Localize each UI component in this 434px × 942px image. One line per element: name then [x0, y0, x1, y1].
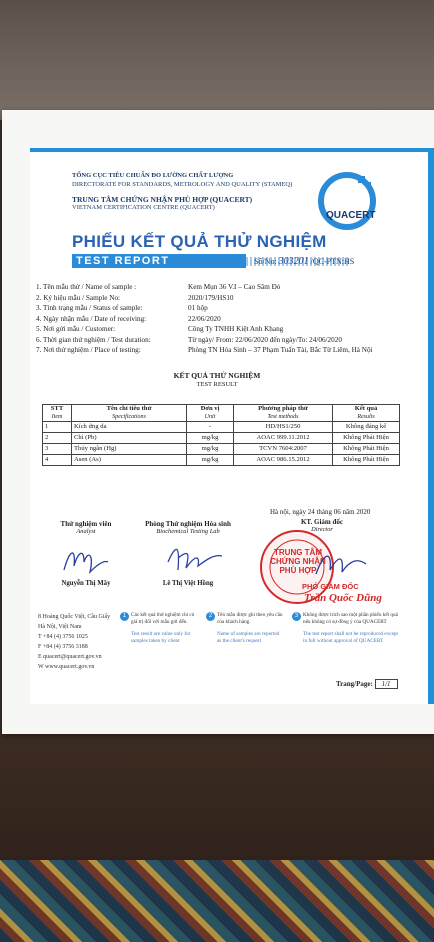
deputy-name: Trần Quốc Dũng [304, 592, 382, 604]
page-label: Trang/Page: [336, 680, 373, 688]
director-signature-icon [310, 544, 370, 584]
note-en: Name of samples are reported as the client's request [217, 631, 280, 644]
footer-note [303, 612, 401, 644]
footer-address [38, 612, 110, 672]
logo-text: QUACERT [326, 210, 376, 221]
cell-spec: Asen (As) [72, 455, 187, 466]
col-header: Phương pháp thử Test methods [234, 405, 333, 422]
info-label: 2. Ký hiệu mẫu / Sample No: [36, 293, 121, 302]
info-row [36, 303, 416, 314]
info-value: Từ ngày/ From: 22/06/2020 đến ngày/To: 24/06/2020 [188, 335, 342, 344]
col-header: Đơn vị Unit [187, 405, 234, 422]
lab-head-name: Lê Thị Việt Hồng [162, 580, 214, 587]
director-sub: Director [311, 526, 333, 533]
table-header-row [43, 405, 400, 422]
info-value: Công Ty TNHH Kiệt Anh Khang [188, 325, 284, 333]
agency-name-en: DIRECTORATE FOR STANDARDS, METROLOGY AND QUALITY (STAMEQ) [72, 181, 293, 188]
footer-note [217, 612, 283, 644]
address-line: Hà Nội, Việt Nam [38, 624, 82, 630]
note-en: Test result are value only for samples taken by client [131, 631, 191, 644]
phone-line: T +84 (4) 3756 1025 [38, 634, 88, 640]
report-number-prefix: Số/No: [254, 257, 277, 266]
sample-info [36, 282, 416, 356]
cell-item: 1 [43, 422, 72, 433]
stamp-line: CHỨNG NHẬN [270, 557, 326, 566]
table-row [43, 444, 400, 455]
note-en: The test report shall not be reproduced except in full without approval of QUACERT [303, 631, 398, 644]
agency-name-vn: TỔNG CỤC TIÊU CHUẨN ĐO LƯỜNG CHẤT LƯỢNG [72, 172, 234, 179]
cell-method: HD/HS1/250 [234, 422, 333, 433]
cell-method: AOAC 986.15.2012 [234, 455, 333, 466]
director-title: KT. Giám đốc [300, 518, 344, 526]
info-label: 7. Nơi thử nghiệm / Place of testing: [36, 346, 141, 354]
cell-unit: mg/kg [187, 455, 234, 466]
email-line: E quacert@quacert.gov.vn [38, 654, 102, 660]
note-vn: Các kết quả thử nghiệm chỉ có giá trị đối với mẫu gửi đến. [131, 612, 195, 625]
background-wall [0, 0, 434, 120]
lab-signature-block [132, 520, 244, 535]
info-row [36, 324, 416, 335]
lab-title: Phòng Thử nghiệm Hóa sinh [145, 520, 231, 528]
issue-date: Hà nội, ngày 24 tháng 06 năm 2020 [270, 508, 371, 516]
page-value: 1/1 [375, 679, 398, 689]
info-row [36, 314, 416, 325]
note-number-icon: 1 [120, 612, 129, 621]
info-row [36, 282, 416, 293]
analyst-title: Thử nghiệm viên [60, 520, 112, 528]
analyst-sub: Analyst [76, 528, 96, 535]
info-value: 22/06/2020 [188, 314, 221, 323]
table-row [43, 455, 400, 466]
info-label: 6. Thời gian thử nghiệm / Test duration: [36, 335, 151, 344]
col-header: Kết quả Results [333, 405, 400, 422]
info-row [36, 335, 416, 346]
background-cloth [0, 860, 434, 942]
deputy-title: PHÓ GIÁM ĐỐC [302, 582, 359, 591]
col-header: Tên chỉ tiêu thử Specifications [72, 405, 187, 422]
note-vn: Không được trích sao một phần phiếu kết quả nếu không có sự đồng ý của QUACERT [303, 612, 398, 625]
analyst-name: Nguyễn Thị Mây [61, 580, 111, 587]
fax-line: F +84 (4) 3756 3188 [38, 644, 88, 650]
cell-result: Không Phát Hiện [333, 433, 400, 444]
note-number-icon: 3 [292, 612, 301, 621]
website-line: W www.quacert.gov.vn [38, 664, 95, 670]
info-value: Kem Mụn 36 V.I – Cao Sâm Đỏ [188, 283, 281, 291]
note-vn: Tên mẫu được ghi theo yêu cầu của khách hàng. [217, 612, 283, 625]
page-indicator [336, 679, 398, 689]
analyst-signature-block [44, 520, 128, 535]
table-row [43, 433, 400, 444]
stamp-line: PHÙ HỢP [279, 566, 317, 575]
centre-name-vn: TRUNG TÂM CHỨNG NHẬN PHÙ HỢP (QUACERT) [72, 195, 253, 204]
results-title-en: TEST RESULT [196, 381, 238, 388]
stamp-line: TRUNG TÂM [274, 548, 322, 557]
info-label: 4. Ngày nhận mẫu / Date of receiving: [36, 314, 147, 323]
cell-item: 4 [43, 455, 72, 466]
cell-unit: mg/kg [187, 444, 234, 455]
results-table [42, 404, 400, 466]
note-number-icon: 2 [206, 612, 215, 621]
report-number-value: 303201 [278, 256, 309, 267]
address-line: 8 Hoàng Quốc Việt, Cầu Giấy [38, 614, 111, 620]
info-value: Phòng TN Hóa Sinh – 37 Phạm Tuấn Tài, Bắc Từ Liêm, Hà Nội [188, 346, 373, 354]
cell-method: AOAC 999.11.2012 [234, 433, 333, 444]
info-row [36, 293, 416, 304]
cell-item: 3 [43, 444, 72, 455]
lab-name-block [132, 580, 244, 587]
cell-spec: Chì (Pb) [72, 433, 187, 444]
cell-spec: Thủy ngân (Hg) [72, 444, 187, 455]
report-title-en: TEST REPORT [72, 254, 246, 268]
centre-name-en: VIETNAM CERTIFICATION CENTRE (QUACERT) [72, 204, 215, 211]
info-label: 5. Nơi gửi mẫu / Customer: [36, 325, 116, 333]
info-value: 2020/179/HS10 [188, 293, 234, 302]
cell-item: 2 [43, 433, 72, 444]
cell-method: TCVN 7604:2007 [234, 444, 333, 455]
lab-signature-icon [162, 540, 226, 578]
info-value: 01 hộp [188, 304, 208, 312]
cell-unit: - [187, 422, 234, 433]
analyst-name-block [44, 580, 128, 587]
cell-result: Không đáng kể [333, 422, 400, 433]
table-row [43, 422, 400, 433]
lab-sub: Biochemical Testing Lab [156, 528, 220, 535]
cell-result: Không Phát Hiện [333, 444, 400, 455]
analyst-signature-icon [60, 542, 110, 578]
report-number [254, 256, 354, 267]
report-title-vn: PHIẾU KẾT QUẢ THỬ NGHIỆM [72, 232, 327, 251]
info-row [36, 345, 416, 356]
info-label: 1. Tên mẫu thử / Name of sample : [36, 283, 137, 291]
cell-unit: mg/kg [187, 433, 234, 444]
cell-spec: Kích ứng da [72, 422, 187, 433]
quacert-logo-icon [318, 172, 376, 230]
footer-note [131, 612, 197, 644]
results-title-vn: KẾT QUẢ THỬ NGHIỆM [173, 371, 261, 380]
info-label: 3. Tình trạng mẫu / Status of sample: [36, 304, 143, 312]
col-header: STT Item [43, 405, 72, 422]
cell-result: Không Phát Hiện [333, 455, 400, 466]
report-number-suffix: /QC-PTN:HS [310, 257, 355, 266]
